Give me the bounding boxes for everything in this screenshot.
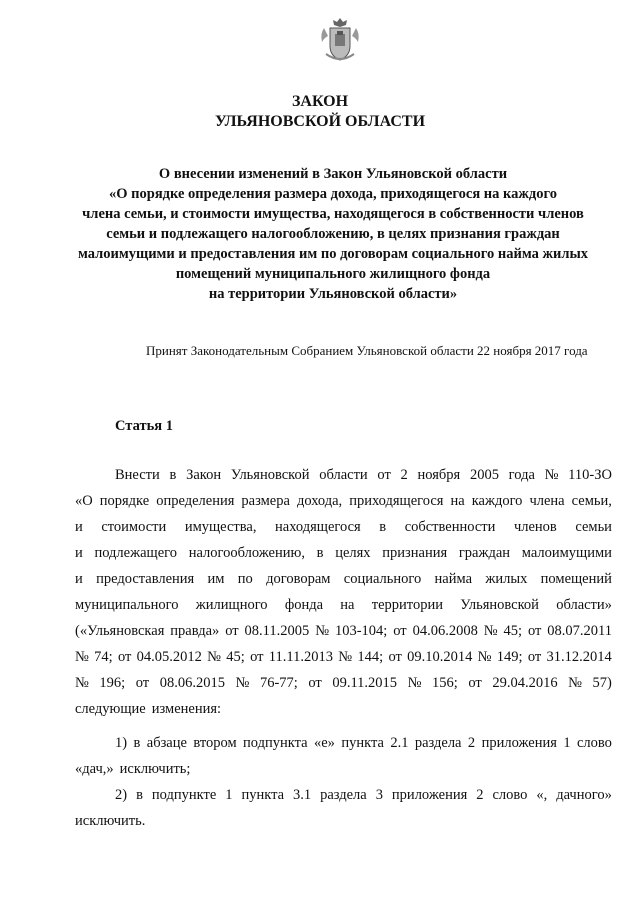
- word: им: [207, 571, 225, 587]
- word: 08.06.2015: [159, 675, 225, 691]
- word: №: [315, 623, 330, 639]
- word: 144;: [357, 649, 384, 665]
- word: 57): [592, 675, 612, 691]
- subject-line: «О порядке определения размера дохода, приходящегося на каждого: [109, 186, 557, 202]
- word: жилых: [485, 571, 528, 587]
- region-heading: УЛЬЯНОВСКОЙ ОБЛАСТИ: [214, 113, 426, 130]
- text-line: [75, 644, 612, 670]
- word: 74;: [94, 649, 113, 665]
- word: №: [75, 649, 89, 665]
- word: 04.06.2008: [412, 623, 478, 639]
- word: 04.05.2012: [136, 649, 202, 665]
- law-heading: ЗАКОН: [291, 93, 349, 110]
- word: найма: [434, 571, 473, 587]
- word: №: [568, 675, 582, 691]
- word: 45;: [226, 649, 245, 665]
- word: 3.1: [293, 787, 312, 803]
- word: от: [377, 467, 391, 483]
- word: 2: [476, 787, 484, 803]
- word: правда»: [170, 623, 220, 639]
- word: определения: [156, 493, 235, 509]
- word: абзаце: [146, 735, 187, 751]
- word: стоимости: [101, 519, 167, 535]
- word: от: [527, 623, 542, 639]
- word: №: [207, 649, 221, 665]
- word: «дач,»: [75, 761, 114, 777]
- word: подлежащего: [94, 545, 177, 561]
- word: территории: [371, 597, 443, 613]
- word: №: [483, 623, 498, 639]
- word: исключить;: [119, 761, 191, 777]
- word: граждан: [458, 545, 511, 561]
- word: в: [169, 467, 177, 483]
- word: размера: [241, 493, 290, 509]
- word: от: [135, 675, 150, 691]
- word: 29.04.2016: [492, 675, 558, 691]
- word: приложения: [391, 787, 468, 803]
- word: семьи: [575, 519, 612, 535]
- word: собственности: [404, 519, 496, 535]
- text-line: [75, 462, 612, 488]
- word: подпункта: [243, 735, 308, 751]
- article-title: Статья 1: [115, 418, 173, 434]
- word: раздела: [320, 787, 367, 803]
- word: признания: [382, 545, 448, 561]
- word: 31.12.2014: [546, 649, 612, 665]
- word: 2: [467, 735, 476, 751]
- text-line: [75, 514, 612, 540]
- word: «е»: [314, 735, 335, 751]
- text-line: [75, 808, 612, 834]
- word: от: [468, 675, 482, 691]
- word: 2005: [469, 467, 499, 483]
- word: 103-104;: [334, 623, 388, 639]
- word: 1): [115, 735, 128, 751]
- text-line: [75, 696, 612, 722]
- word: 1: [563, 735, 571, 751]
- word: подпункте: [151, 787, 217, 803]
- word: от: [225, 623, 239, 639]
- word: в: [133, 735, 141, 751]
- word: 09.11.2015: [332, 675, 398, 691]
- subject-line: семьи и подлежащего налогообложению, в целях признания граждан: [106, 226, 560, 242]
- word: 1: [225, 787, 233, 803]
- subject-line: малоимущими и предоставления им по договорам социального найма жилых: [77, 246, 589, 262]
- word: от: [393, 623, 407, 639]
- word: 11.11.2013: [268, 649, 333, 665]
- word: «,: [536, 787, 548, 803]
- word: 156;: [432, 675, 458, 691]
- text-line: [75, 488, 612, 514]
- word: на: [450, 493, 465, 509]
- text-line: [75, 540, 612, 566]
- word: исключить.: [75, 813, 146, 829]
- word: №: [338, 649, 353, 665]
- word: порядке: [99, 493, 150, 509]
- list-item-1: [75, 730, 612, 782]
- word: втором: [193, 735, 237, 751]
- word: 08.11.2005: [244, 623, 310, 639]
- word: жилищного: [195, 597, 268, 613]
- word: следующие: [75, 701, 146, 717]
- word: 149;: [496, 649, 523, 665]
- word: семьи,: [571, 493, 612, 509]
- word: приходящегося: [349, 493, 444, 509]
- word: в: [316, 545, 324, 561]
- word: пункта: [341, 735, 384, 751]
- word: по: [237, 571, 253, 587]
- word: муниципального: [75, 597, 179, 613]
- word: в: [379, 519, 387, 535]
- word: налогообложению,: [188, 545, 305, 561]
- word: Внести: [115, 467, 160, 483]
- text-line: [75, 566, 612, 592]
- word: 09.10.2014: [407, 649, 473, 665]
- word: члена: [529, 493, 565, 509]
- text-line: [75, 618, 612, 644]
- word: Закон: [186, 467, 222, 483]
- word: социального: [343, 571, 422, 587]
- word: «О: [75, 493, 93, 509]
- word: №: [235, 675, 250, 691]
- word: Ульяновской: [230, 467, 310, 483]
- word: слово: [492, 787, 528, 803]
- word: и: [75, 519, 83, 535]
- word: и: [75, 545, 83, 561]
- text-line: [75, 782, 612, 808]
- word: 45;: [503, 623, 523, 639]
- word: и: [75, 571, 83, 587]
- word: пункта: [241, 787, 285, 803]
- law-subject: [58, 164, 608, 304]
- word: от: [250, 649, 264, 665]
- word: области: [319, 467, 368, 483]
- word: Ульяновской: [460, 597, 539, 613]
- article-paragraph: [75, 462, 612, 722]
- word: №: [477, 649, 492, 665]
- adoption-note: Принят Законодательным Собранием Ульяновской области 22 ноября 2017 года: [146, 343, 588, 358]
- word: имущества,: [184, 519, 257, 535]
- word: 2): [115, 787, 128, 803]
- subject-line: помещений муниципального жилищного фонда: [175, 266, 491, 282]
- word: («Ульяновская: [75, 623, 165, 639]
- coat-of-arms-emblem: [318, 14, 362, 66]
- word: 196;: [99, 675, 126, 691]
- word: фонда: [284, 597, 324, 613]
- word: членов: [513, 519, 557, 535]
- word: 08.07.2011: [547, 623, 612, 639]
- word: дохода,: [296, 493, 343, 509]
- word: от: [527, 649, 542, 665]
- word: находящегося: [275, 519, 361, 535]
- word: 3: [375, 787, 383, 803]
- text-line: [75, 592, 612, 618]
- list-item-2: [75, 782, 612, 834]
- word: договорам: [266, 571, 331, 587]
- word: №: [407, 675, 422, 691]
- word: слово: [576, 735, 612, 751]
- word: 2: [400, 467, 408, 483]
- text-line: [75, 756, 612, 782]
- word: малоимущими: [521, 545, 612, 561]
- subject-line: на территории Ульяновской области»: [208, 286, 458, 302]
- word: приложения: [481, 735, 557, 751]
- word: года: [508, 467, 535, 483]
- word: №: [544, 467, 559, 483]
- text-line: [75, 730, 612, 756]
- word: в: [136, 787, 143, 803]
- word: от: [308, 675, 322, 691]
- word: ноября: [417, 467, 461, 483]
- word: раздела: [414, 735, 462, 751]
- subject-line: члена семьи, и стоимости имущества, находящегося в собственности членов: [82, 206, 584, 222]
- word: от: [117, 649, 132, 665]
- word: области»: [556, 597, 612, 613]
- word: целях: [335, 545, 371, 561]
- word: каждого: [471, 493, 523, 509]
- word: помещений: [540, 571, 612, 587]
- word: дачного»: [556, 787, 612, 803]
- text-line: [75, 670, 612, 696]
- word: 110-ЗО: [568, 467, 612, 483]
- subject-line: О внесении изменений в Закон Ульяновской области: [158, 166, 508, 182]
- word: предоставления: [96, 571, 195, 587]
- word: изменения:: [151, 701, 222, 717]
- word: 2.1: [390, 735, 409, 751]
- word: от: [388, 649, 402, 665]
- word: на: [340, 597, 355, 613]
- word: №: [75, 675, 89, 691]
- word: 76-77;: [259, 675, 298, 691]
